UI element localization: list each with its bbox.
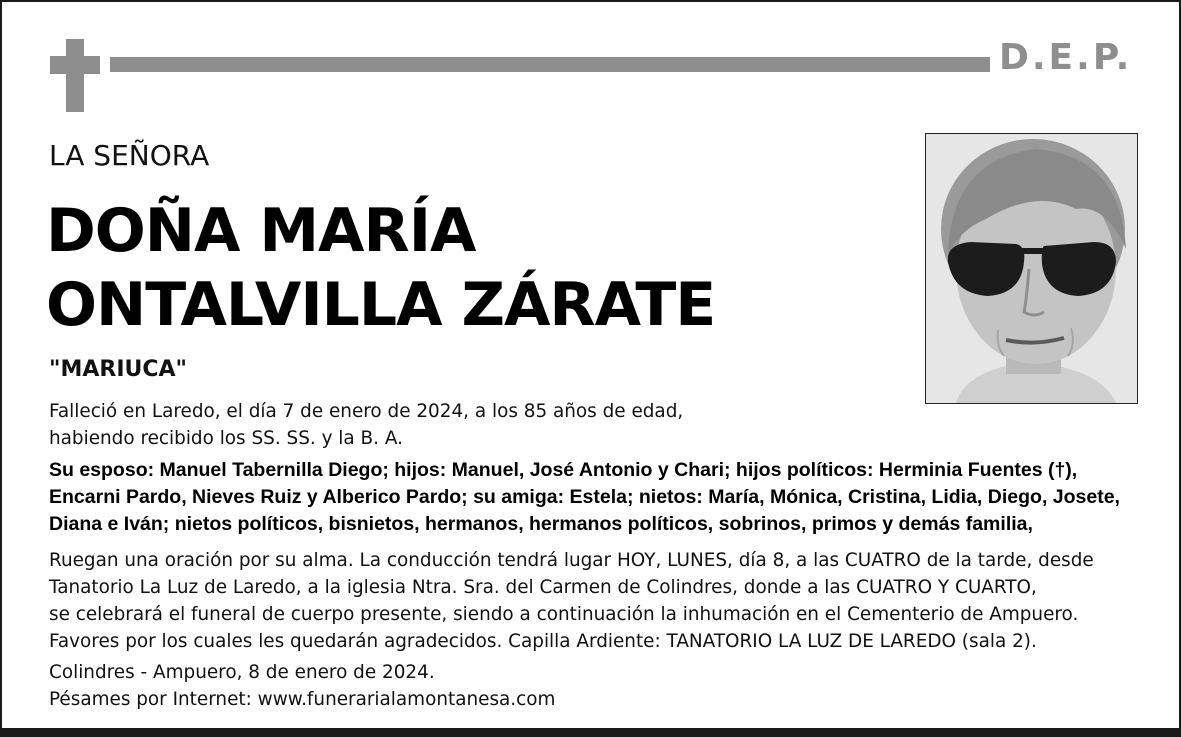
place-date: Colindres - Ampuero, 8 de enero de 2024.	[49, 662, 435, 683]
portrait-image	[926, 134, 1137, 403]
family-paragraph	[49, 457, 1120, 538]
death-paragraph	[49, 398, 683, 452]
death-line-2: habiendo recibido los SS. SS. y la B. A.	[49, 428, 403, 449]
ceremony-paragraph	[49, 547, 1094, 655]
intro-title: LA SEÑORA	[49, 139, 210, 172]
family-line-1: Su esposo: Manuel Tabernilla Diego; hijos: Manuel, José Antonio y Chari; hijos políticos: Herminia Fuentes (†),	[49, 459, 1078, 481]
header-rule	[110, 57, 990, 72]
ceremony-line-4: Favores por los cuales les quedarán agradecidos. Capilla Ardiente: TANATORIO LA LUZ DE LAREDO (sala 2).	[49, 631, 1037, 652]
ceremony-line-2: Tanatorio La Luz de Laredo, a la iglesia Ntra. Sra. del Carmen de Colindres, donde a las CUATRO Y CUARTO,	[49, 577, 1037, 598]
condolences-line: Pésames por Internet: www.funerarialamontanesa.com	[49, 689, 556, 710]
ceremony-line-3: se celebrará el funeral de cuerpo presente, siendo a continuación la inhumación en el Cementerio de Ampuero.	[49, 604, 1079, 625]
name-line-1: DOÑA MARÍA	[46, 196, 476, 266]
dep-label: D.E.P.	[999, 37, 1133, 78]
deceased-name	[46, 194, 715, 342]
death-line-1: Falleció en Laredo, el día 7 de enero de 2024, a los 85 años de edad,	[49, 401, 684, 422]
family-line-2: Encarni Pardo, Nieves Ruiz y Alberico Pardo; su amiga: Estela; nietos: María, Mónica, Cristina, Lidia, Diego, Josete,	[49, 486, 1120, 508]
portrait-photo	[925, 133, 1138, 404]
closing-paragraph	[49, 659, 555, 713]
ceremony-line-1: Ruegan una oración por su alma. La conducción tendrá lugar HOY, LUNES, día 8, a las CUATRO de la tarde, desde	[49, 550, 1094, 571]
nickname: "MARIUCA"	[49, 357, 188, 382]
name-line-2: ONTALVILLA ZÁRATE	[46, 270, 716, 340]
family-line-3: Diana e Iván; nietos políticos, bisnietos, hermanos, hermanos políticos, sobrinos, primos y demás familia,	[49, 513, 1033, 535]
cross-icon	[50, 39, 100, 112]
